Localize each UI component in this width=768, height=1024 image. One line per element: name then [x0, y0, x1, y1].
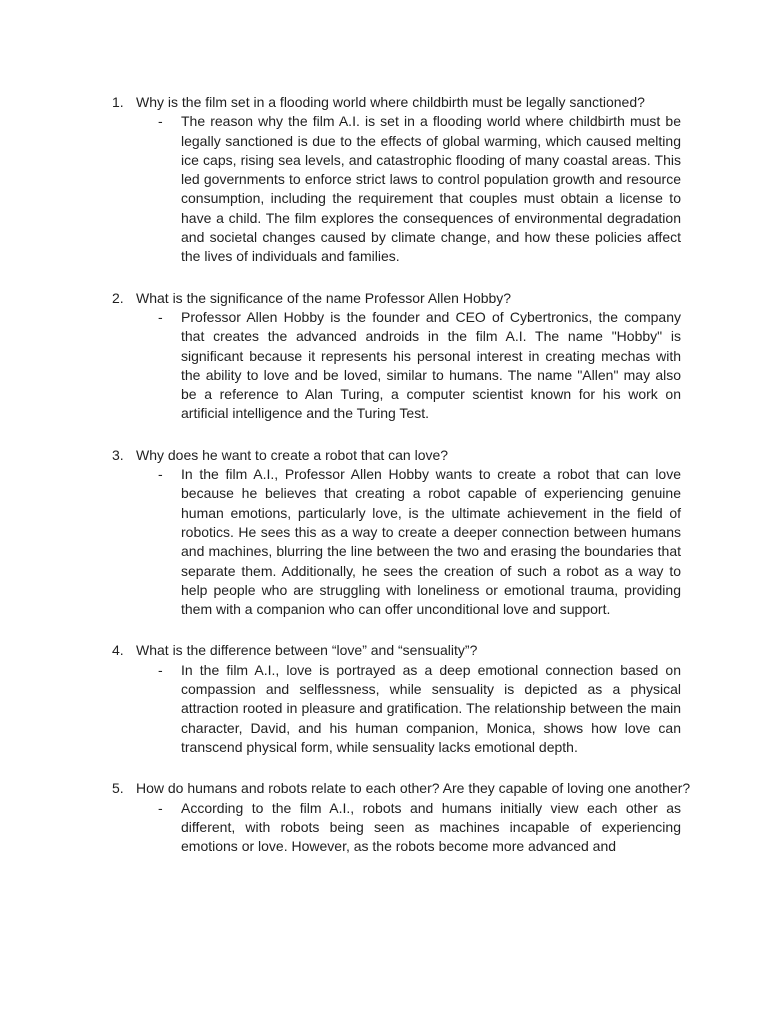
- answer-text: According to the film A.I., robots and humans initially view each other as different, with robots being seen as machines incapable of experiencing emotions or love. However, as the robots become more advanced and: [181, 799, 681, 855]
- answer-dash: -: [158, 308, 163, 325]
- answer-dash: -: [158, 113, 163, 130]
- question-item-1: [112, 93, 692, 267]
- question-item-3: [112, 446, 692, 620]
- question-text: What is the significance of the name Professor Allen Hobby?: [136, 289, 512, 306]
- question-text: How do humans and robots relate to each other? Are they capable of loving one another?: [136, 780, 691, 797]
- question-item-5: [112, 779, 692, 856]
- question-number: 5.: [112, 780, 124, 797]
- answer-text: In the film A.I., Professor Allen Hobby wants to create a robot that can love because he believes that creating a robot capable of experiencing genuine human emotions, particularly love, is the ultimate achievement in the field of robotics. He sees this as a way to create a deeper connection between humans and machines, blurring the line between the two and erasing the boundaries that separate them. Additionally, he sees the creation of such a robot as a way to help people who are struggling with loneliness or emotional trauma, providing them with a companion who can offer unconditional love and support.: [181, 466, 681, 618]
- question-item-4: [112, 641, 692, 757]
- question-number: 4.: [112, 642, 124, 659]
- answer-block: [112, 112, 692, 266]
- answer-text: The reason why the film A.I. is set in a flooding world where childbirth must be legally sanctioned is due to the effects of global warming, which caused melting ice caps, rising sea levels, and catastrophic flooding of many coastal areas. This led governments to enforce strict laws to control population growth and resource consumption, including the requirement that couples must obtain a license to have a child. The film explores the consequences of environmental degradation and societal changes caused by climate change, and how these policies affect the lives of individuals and families.: [181, 113, 681, 265]
- question-text: Why does he want to create a robot that can love?: [136, 446, 449, 463]
- answer-dash: -: [158, 799, 163, 816]
- answer-block: [112, 465, 692, 619]
- question-number: 1.: [112, 94, 124, 110]
- answer-block: [112, 661, 692, 757]
- answer-text: In the film A.I., love is portrayed as a deep emotional connection based on compassion and selflessness, while sensuality is depicted as a physical attraction rooted in pleasure and gratification. The relationship between the main character, David, and his human companion, Monica, shows how love can transcend physical form, while sensuality lacks emotional depth.: [181, 661, 681, 755]
- question-list: [112, 93, 692, 878]
- question-number: 2.: [112, 289, 124, 306]
- question-item-2: [112, 289, 692, 424]
- question-text: Why is the film set in a flooding world where childbirth must be legally sanctioned?: [136, 94, 645, 110]
- answer-dash: -: [158, 466, 163, 483]
- answer-block: [112, 308, 692, 424]
- question-number: 3.: [112, 446, 124, 463]
- answer-text: Professor Allen Hobby is the founder and CEO of Cybertronics, the company that creates the advanced androids in the film A.I. The name "Hobby" is significant because it represents his personal interest in creating mechas with the ability to love and be loved, similar to humans. The name "Allen" may also be a reference to Alan Turing, a computer scientist known for his work on artificial intelligence and the Turing Test.: [181, 308, 681, 422]
- question-text: What is the difference between “love” and “sensuality”?: [136, 642, 478, 659]
- answer-dash: -: [158, 661, 163, 678]
- answer-block: [112, 799, 692, 857]
